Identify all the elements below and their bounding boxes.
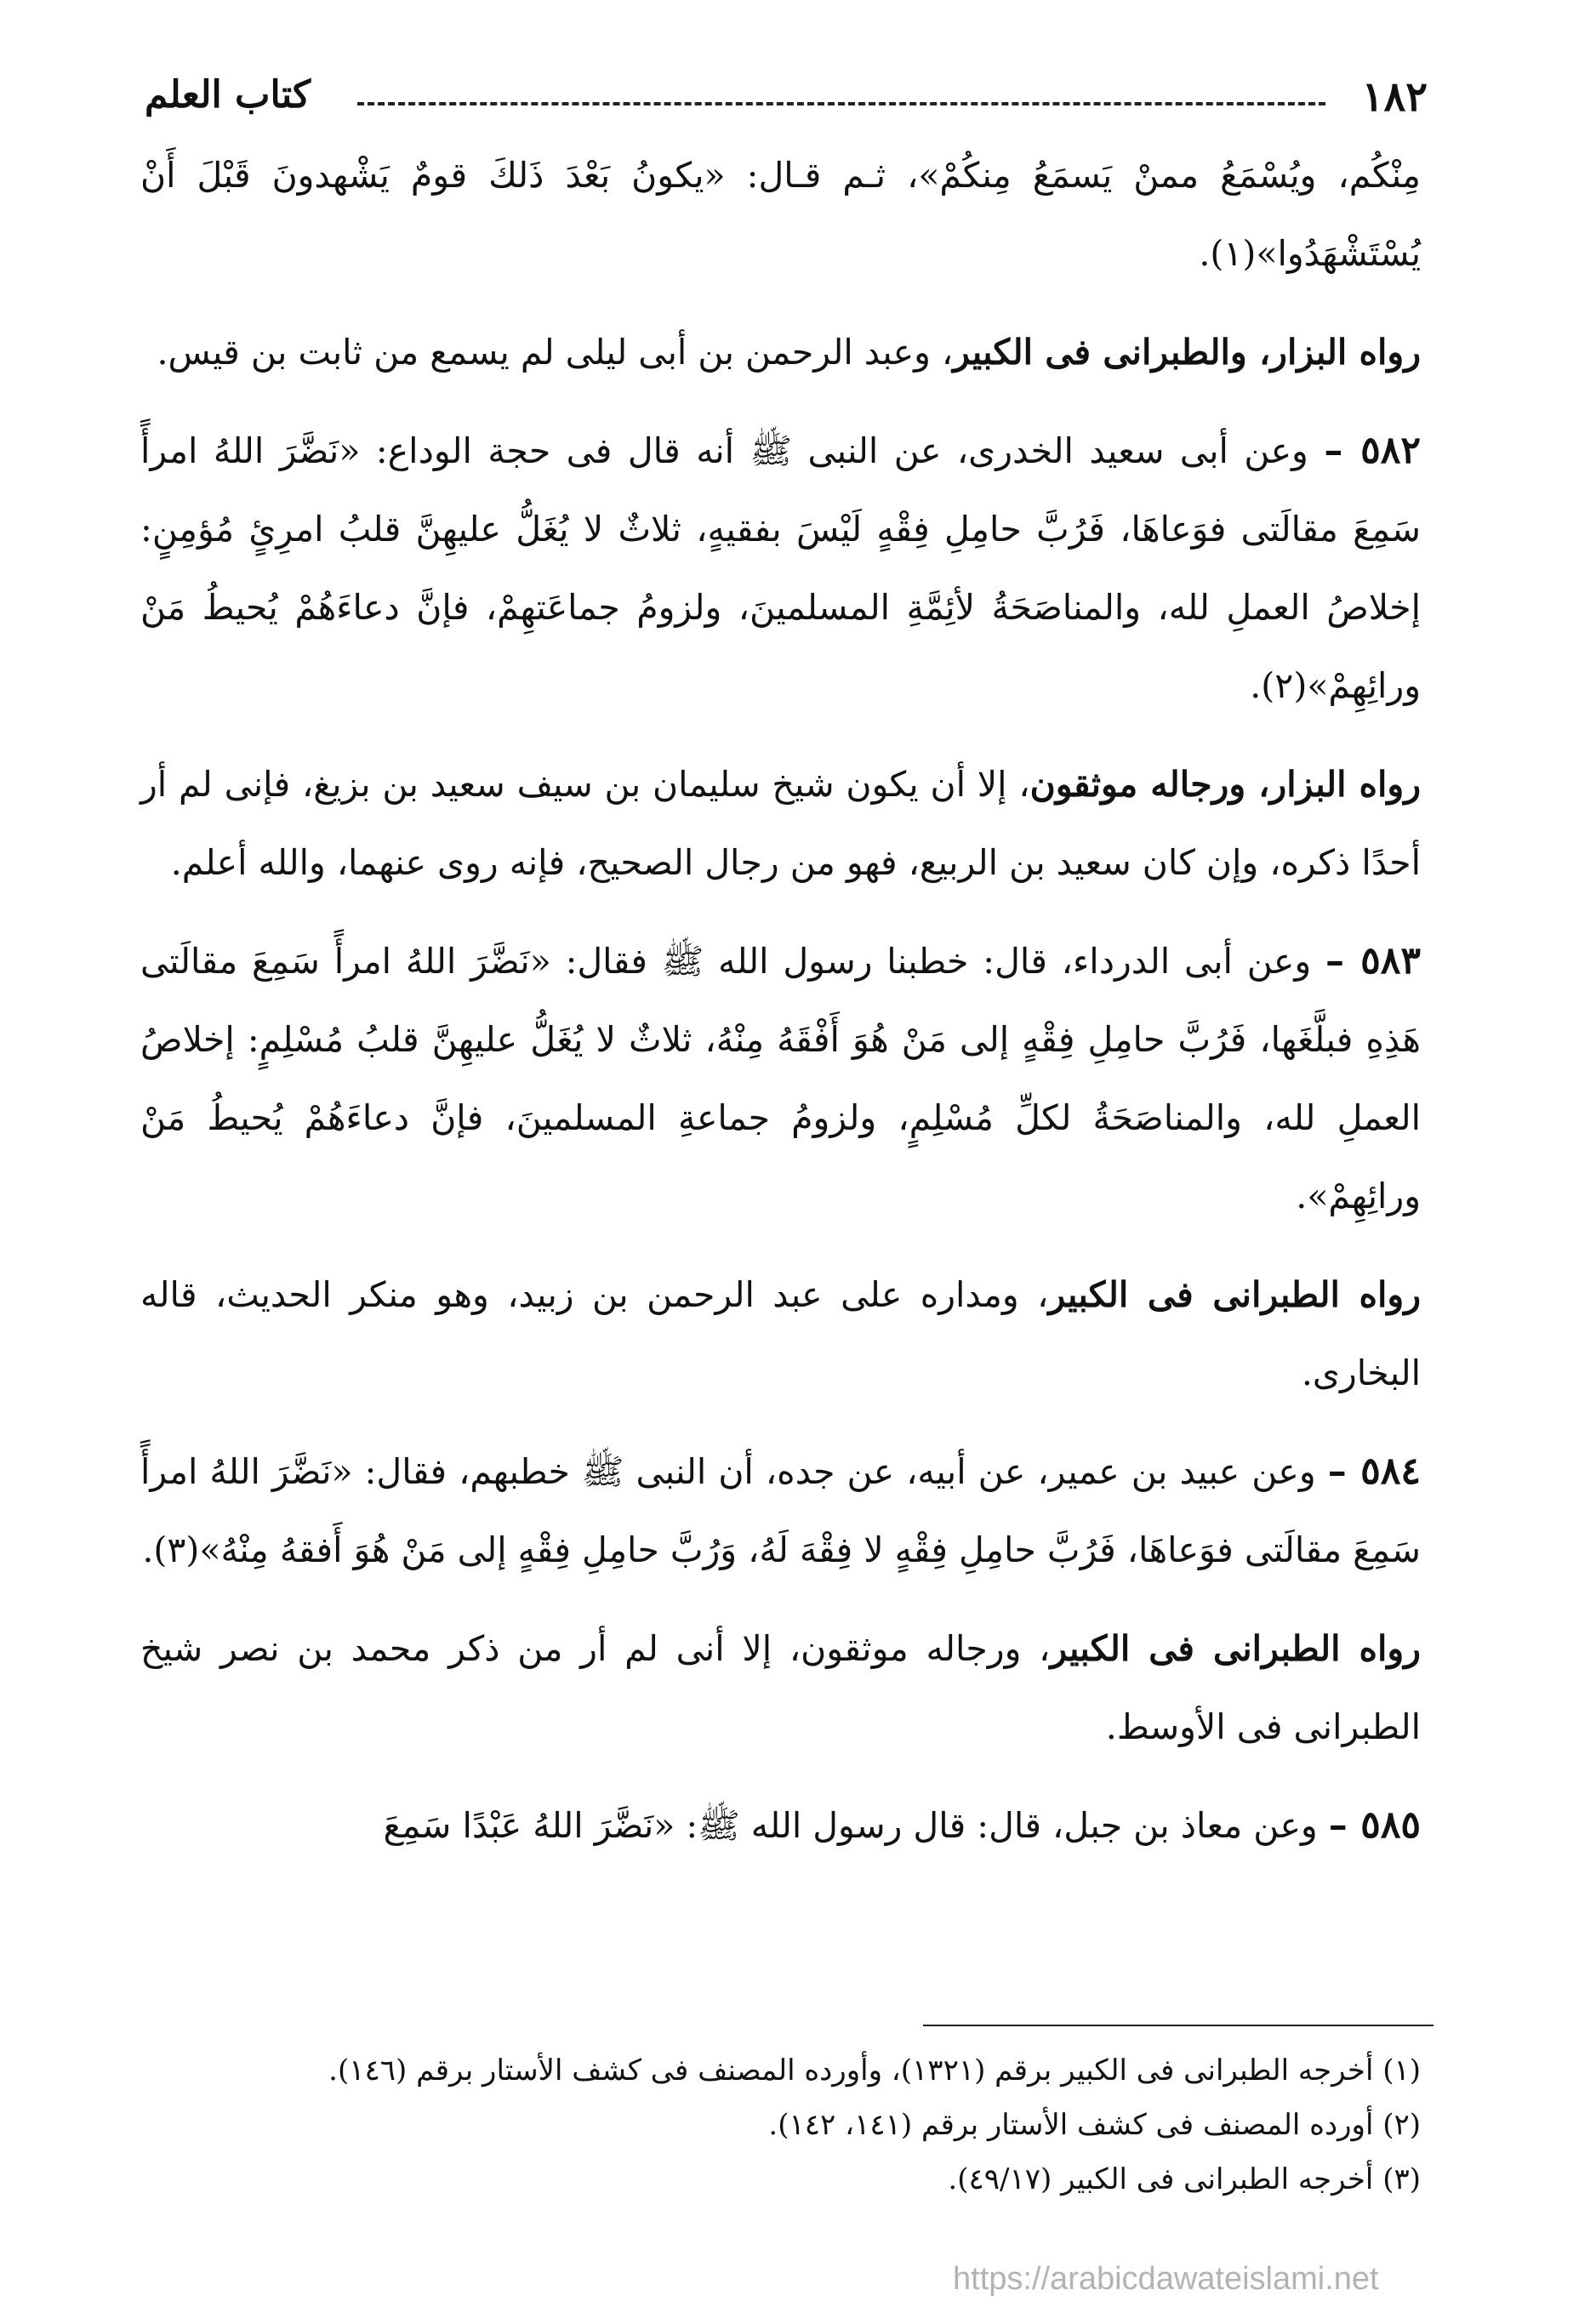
hadith-number: ٥٨٤ – bbox=[1327, 1450, 1421, 1493]
footnote-divider bbox=[923, 2025, 1434, 2026]
paragraph bbox=[140, 1609, 1421, 1766]
paragraph-text: وعن عبيد بن عمير، عن أبيه، عن جده، أن النبى ﷺ خطبهم، فقال: «نَضَّرَ اللهُ امرأً سَمِعَ مقالَتى فوَعاهَا، فَرُبَّ حامِلِ فِقْهٍ لا فِقْهَ لَهُ، وَرُبَّ حامِلِ فِقْهٍ إلى مَنْ هُوَ أَفقهُ مِنْهُ»(٣). bbox=[140, 1451, 1421, 1570]
paragraph bbox=[140, 922, 1421, 1235]
paragraph-text: وعن أبى سعيد الخدرى، عن النبى ﷺ أنه قال فى حجة الوداع: «نَضَّرَ اللهُ امرأً سَمِعَ مقالَتى فوَعاهَا، فَرُبَّ حامِلِ فِقْهٍ لَيْسَ بفقيهٍ، ثلاثٌ لا يُغَلُّ عليهِنَّ قلبُ امرِئٍ مُؤمِنٍ: إخلاصُ العملِ لله، والمناصَحَةُ لأئِمَّةِ المسلمينَ، ولزومُ جماعَتهِمْ، فإنَّ دعاءَهُمْ يُحيطُ مَنْ ورائِهِمْ»(٢). bbox=[140, 430, 1421, 706]
paragraph bbox=[140, 1433, 1421, 1589]
source-bold: رواه الطبرانى فى الكبير bbox=[1050, 1628, 1421, 1669]
paragraph bbox=[140, 1256, 1421, 1412]
page-number: ١٨٢ bbox=[1361, 73, 1428, 121]
source-bold: رواه البزار، ورجاله موثقون bbox=[1029, 764, 1421, 805]
paragraph-text: ، ورجاله موثقون، إلا أنى لم أر من ذكر محمد بن نصر شيخ الطبرانى فى الأوسط. bbox=[140, 1628, 1421, 1747]
source-bold: رواه البزار، والطبرانى فى الكبير bbox=[953, 332, 1421, 373]
paragraph-text: ، إلا أن يكون شيخ سليمان بن سيف سعيد بن بزيغ، فإنى لم أر أحدًا ذكره، وإن كان سعيد بن الربيع، فهو من رجال الصحيح، فإنه روى عنهما، والله أعلم. bbox=[140, 764, 1421, 883]
page-header bbox=[145, 73, 1428, 124]
watermark-url: https://arabicdawateislami.net bbox=[953, 2261, 1379, 2297]
footnote: (١) أخرجه الطبرانى فى الكبير برقم (١٣٢١)، وأورده المصنف فى كشف الأستار برقم (١٤٦). bbox=[328, 2053, 1421, 2088]
paragraph-text: مِنْكُم، ويُسْمَعُ ممنْ يَسمَعُ مِنكُمْ»، ثـم قـال: «يكونُ بَعْدَ ذَلكَ قومٌ يَشْهدونَ قَبْلَ أَنْ يُسْتَشْهَدُوا»(١). bbox=[140, 155, 1421, 274]
paragraph bbox=[140, 1786, 1421, 1865]
header-dashed-rule bbox=[357, 102, 1325, 105]
footnote: (٢) أورده المصنف فى كشف الأستار برقم (١٤١، ١٤٢). bbox=[768, 2108, 1421, 2142]
book-title: كتاب العلم bbox=[145, 73, 311, 117]
hadith-number: ٥٨٥ – bbox=[1328, 1803, 1421, 1847]
paragraph bbox=[140, 745, 1421, 902]
paragraph bbox=[140, 313, 1421, 391]
source-bold: رواه الطبرانى فى الكبير bbox=[1048, 1274, 1421, 1315]
paragraph bbox=[140, 136, 1421, 293]
hadith-number: ٥٨٣ – bbox=[1325, 939, 1421, 983]
paragraph-text: ، ومداره على عبد الرحمن بن زبيد، وهو منكر الحديث، قاله البخارى. bbox=[140, 1274, 1421, 1393]
paragraph-text: ، وعبد الرحمن بن أبى ليلى لم يسمع من ثابت بن قيس. bbox=[157, 332, 954, 373]
footnotes bbox=[145, 2043, 1421, 2207]
footnote: (٣) أخرجه الطبرانى فى الكبير (٤٩/١٧). bbox=[948, 2162, 1421, 2196]
hadith-number: ٥٨٢ – bbox=[1324, 429, 1421, 472]
main-text bbox=[140, 136, 1421, 1885]
paragraph-text: وعن أبى الدرداء، قال: خطبنا رسول الله ﷺ فقال: «نَضَّرَ اللهُ امرأً سَمِعَ مقالَتى هَذِهِ فبلَّغَها، فَرُبَّ حامِلِ فِقْهٍ إلى مَنْ هُوَ أَفْقَهُ مِنْهُ، ثلاثٌ لا يُغَلُّ عليهِنَّ قلبُ مُسْلِمٍ: إخلاصُ العملِ لله، والمناصَحَةُ لكلِّ مُسْلِمٍ، ولزومُ جماعةِ المسلمينَ، فإنَّ دعاءَهُمْ يُحيطُ مَنْ ورائِهِمْ». bbox=[140, 941, 1421, 1216]
paragraph-text: وعن معاذ بن جبل، قال: قال رسول الله ﷺ: «نَضَّرَ اللهُ عَبْدًا سَمِعَ bbox=[383, 1805, 1329, 1846]
paragraph bbox=[140, 412, 1421, 725]
